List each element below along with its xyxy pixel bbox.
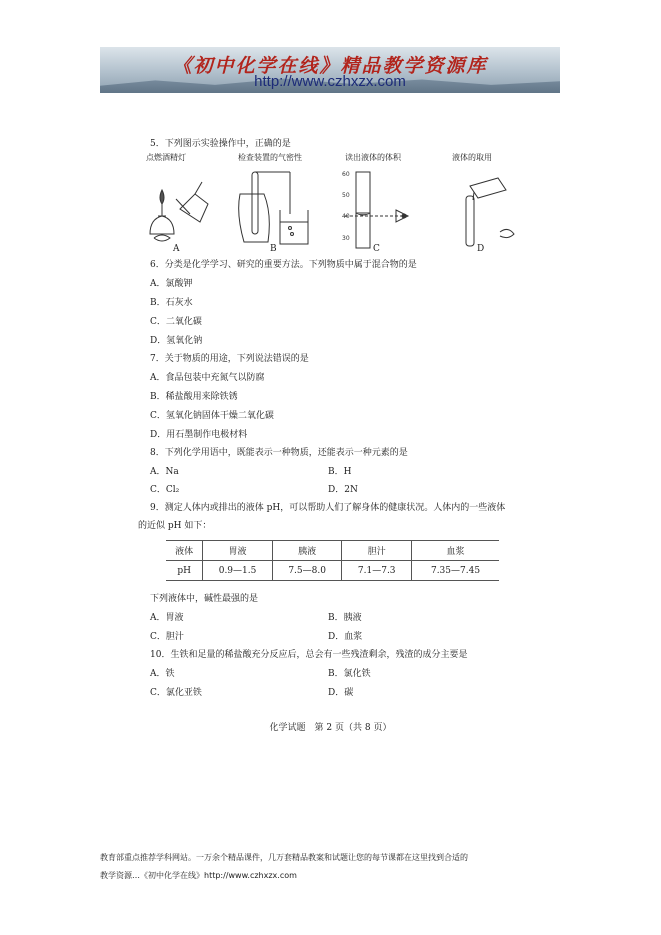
- table-header-cell: 液体: [166, 541, 203, 561]
- table-row: [166, 541, 499, 561]
- test-tube-hand-icon: [239, 172, 308, 244]
- q5-letter-c: C: [373, 244, 380, 254]
- q5-letter-d: D: [477, 244, 485, 254]
- q10-option-d: D．碳: [328, 688, 354, 698]
- q6-option-a: A．氯酸钾: [150, 279, 193, 289]
- q8-option-b: B．H: [328, 467, 352, 477]
- q10-stem: 10．生铁和足量的稀盐酸充分反应后，总会有一些残渣剩余，残渣的成分主要是: [150, 650, 468, 660]
- q7-stem: 7．关于物质的用途，下列说法错误的是: [150, 354, 309, 364]
- q9-stem-line1: 9．测定人体内或排出的液体 pH，可以帮助人们了解身体的健康状况。人体内的一些液体: [150, 503, 506, 513]
- q8-option-d: D．2N: [328, 485, 358, 495]
- graduated-cylinder-icon: [345, 172, 408, 248]
- q10-option-c: C．氯化亚铁: [150, 688, 202, 698]
- table-cell: 7.35—7.45: [412, 561, 499, 581]
- q7-option-b: B．稀盐酸用来除铁锈: [150, 392, 238, 402]
- banner-title: 《初中化学在线》精品教学资源库: [172, 55, 488, 77]
- q10-option-b: B．氯化铁: [328, 669, 371, 679]
- table-cell: 7.5—8.0: [272, 561, 342, 581]
- q5-letter-a: A: [173, 244, 180, 254]
- q5-caption-a: 点燃酒精灯: [146, 153, 186, 162]
- scale-tick-30: 30: [342, 235, 350, 242]
- q9-option-c: C．胆汁: [150, 632, 184, 642]
- q6-option-b: B．石灰水: [150, 298, 193, 308]
- q6-stem: 6．分类是化学学习、研究的重要方法。下列物质中属于混合物的是: [150, 260, 417, 270]
- table-cell: 0.9—1.5: [203, 561, 273, 581]
- table-cell: 7.1—7.3: [342, 561, 412, 581]
- table-header-cell: 胃液: [203, 541, 273, 561]
- alcohol-lamp-icon: [150, 182, 208, 241]
- q5-apparatus-drawings: [140, 164, 530, 254]
- q9-option-b: B．胰液: [328, 613, 362, 623]
- table-header-cell: 胆汁: [342, 541, 412, 561]
- q5-caption-c: 读出液体的体积: [345, 153, 401, 162]
- scale-tick-50: 50: [342, 192, 350, 199]
- table-row: [166, 561, 499, 581]
- scale-tick-40: 40: [342, 213, 350, 220]
- table-header-cell: 胰液: [272, 541, 342, 561]
- q7-option-c: C．氢氧化钠固体干燥二氧化碳: [150, 411, 274, 421]
- q9-option-d: D．血浆: [328, 632, 363, 642]
- q6-option-d: D．氢氧化钠: [150, 336, 203, 346]
- promo-note-line2[interactable]: 教学资源…《初中化学在线》http://www.czhxzx.com: [100, 871, 297, 880]
- liquid-pouring-icon: [466, 178, 514, 246]
- promo-note-line1: 教育部重点推荐学科网站。一万余个精品课件，几万套精品教案和试题让您的每节课都在这里找到合适的: [100, 853, 468, 862]
- q9-sub-stem: 下列液体中，碱性最强的是: [150, 594, 259, 604]
- q9-option-a: A．胃液: [150, 613, 184, 623]
- q5-caption-d: 液体的取用: [452, 153, 492, 162]
- ph-table: [166, 540, 499, 581]
- q6-option-c: C．二氧化碳: [150, 317, 202, 327]
- q5-figure: [140, 152, 530, 256]
- q9-stem-line2: 的近似 pH 如下：: [138, 521, 212, 531]
- q8-option-a: A．Na: [150, 467, 179, 477]
- q10-option-a: A．铁: [150, 669, 175, 679]
- table-cell: pH: [166, 561, 203, 581]
- scale-tick-60: 60: [342, 171, 350, 178]
- table-header-cell: 血浆: [412, 541, 499, 561]
- banner-url[interactable]: http://www.czhxzx.com: [254, 73, 406, 90]
- header-banner: [100, 47, 560, 93]
- q5-letter-b: B: [270, 244, 277, 254]
- q5-stem: 5．下列图示实验操作中，正确的是: [150, 139, 291, 149]
- q7-option-a: A．食品包装中充氮气以防腐: [150, 373, 265, 383]
- q8-option-c: C．Cl₂: [150, 485, 180, 495]
- q7-option-d: D．用石墨制作电极材料: [150, 430, 248, 440]
- page-number: 化学试题 第 2 页（共 8 页）: [269, 723, 392, 733]
- q8-stem: 8．下列化学用语中，既能表示一种物质，还能表示一种元素的是: [150, 448, 408, 458]
- q5-caption-b: 检查装置的气密性: [238, 153, 302, 162]
